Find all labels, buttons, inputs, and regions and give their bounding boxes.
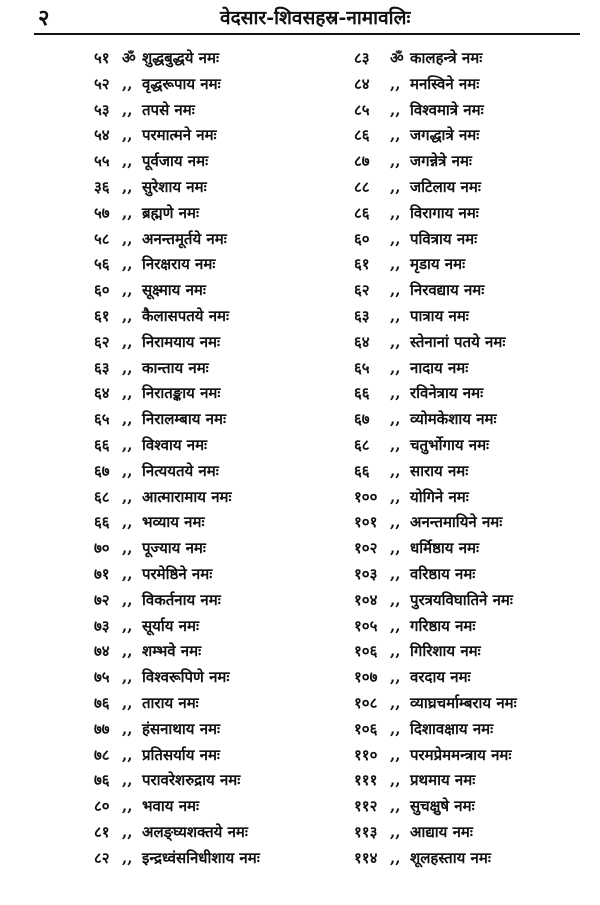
- entry-name: पूज्याय नमः: [142, 539, 206, 558]
- entry-name: सुचक्षुषे नमः: [410, 797, 475, 816]
- entry-name: पूर्वजाय नमः: [142, 152, 209, 171]
- entry-number: ८८: [354, 177, 370, 196]
- entry-prefix: ॐ: [122, 49, 136, 67]
- entry-number: ८७: [354, 152, 370, 171]
- entry-number: ६१: [94, 306, 110, 325]
- name-entry: [66, 252, 336, 278]
- name-entry: [326, 510, 596, 536]
- entry-name: आद्याय नमः: [410, 822, 473, 841]
- entry-number: ५४: [94, 126, 110, 145]
- name-entry: [326, 356, 596, 382]
- name-entry: [66, 691, 336, 717]
- left-column: [66, 46, 336, 872]
- entry-name: पवित्राय नमः: [410, 229, 478, 248]
- entry-number: ७०: [94, 539, 110, 558]
- entry-prefix: ,,: [390, 435, 401, 454]
- entry-prefix: ,,: [390, 203, 401, 222]
- name-entry: [326, 743, 596, 769]
- name-entry: [326, 614, 596, 640]
- name-entry: [66, 794, 336, 820]
- entry-name: धर्मिष्ठाय नमः: [410, 539, 480, 558]
- entry-prefix: ,,: [122, 616, 133, 635]
- entry-name: अनन्तमूर्तये नमः: [142, 229, 227, 248]
- entry-name: साराय नमः: [410, 461, 469, 480]
- entry-name: कालहन्त्रे नमः: [410, 49, 483, 67]
- entry-name: शूलहस्ताय नमः: [410, 848, 491, 867]
- name-entry: [66, 588, 336, 614]
- entry-number: ६२: [354, 281, 370, 300]
- entry-number: ७१: [94, 564, 110, 583]
- entry-number: १११: [354, 771, 378, 790]
- name-entry: [326, 201, 596, 227]
- entry-name: वृद्धरूपाय नमः: [142, 74, 221, 93]
- entry-prefix: ,,: [122, 384, 133, 403]
- entry-prefix: ,,: [122, 152, 133, 171]
- entry-number: १०८: [354, 693, 378, 712]
- entry-name: पात्राय नमः: [410, 306, 469, 325]
- entry-prefix: ,,: [122, 564, 133, 583]
- entry-name: भवाय नमः: [142, 797, 200, 816]
- entry-name: निरक्षराय नमः: [142, 255, 216, 274]
- entry-name: निरातङ्काय नमः: [142, 384, 221, 403]
- entry-name: योगिने नमः: [410, 487, 469, 506]
- entry-number: ७३: [94, 616, 110, 635]
- name-entry: [326, 98, 596, 124]
- entry-name: विरागाय नमः: [410, 203, 479, 222]
- entry-prefix: ,,: [390, 616, 401, 635]
- entry-prefix: ,,: [390, 564, 401, 583]
- name-entry: [66, 743, 336, 769]
- entry-name: जगन्नेत्रे नमः: [410, 152, 472, 171]
- entry-number: ७६: [94, 693, 110, 712]
- entry-prefix: ,,: [122, 74, 133, 93]
- entry-prefix: ,,: [122, 100, 133, 119]
- entry-name: नादाय नमः: [410, 358, 469, 377]
- entry-prefix: ,,: [390, 306, 401, 325]
- entry-number: ११३: [354, 822, 378, 841]
- entry-number: १०७: [354, 668, 378, 687]
- entry-number: १०१: [354, 513, 378, 532]
- entry-number: ६८: [354, 435, 370, 454]
- entry-number: १००: [354, 487, 378, 506]
- entry-prefix: ,,: [122, 229, 133, 248]
- entry-prefix: ,,: [122, 539, 133, 558]
- name-entry: [326, 639, 596, 665]
- entry-prefix: ,,: [390, 410, 401, 429]
- name-entry: [326, 149, 596, 175]
- entry-number: ७८: [94, 745, 110, 764]
- entry-prefix: ,,: [390, 539, 401, 558]
- entry-name: निरवद्याय नमः: [410, 281, 485, 300]
- entry-prefix: ,,: [390, 229, 401, 248]
- entry-number: ६३: [354, 306, 370, 325]
- name-entry: [66, 201, 336, 227]
- entry-prefix: ,,: [122, 822, 133, 841]
- entry-prefix: ,,: [122, 203, 133, 222]
- entry-prefix: ,,: [122, 255, 133, 274]
- entry-prefix: ,,: [122, 177, 133, 196]
- entry-prefix: ,,: [390, 152, 401, 171]
- entry-name: सूर्याय नमः: [142, 616, 199, 635]
- entry-name: प्रथमाय नमः: [410, 771, 476, 790]
- entry-number: ११४: [354, 848, 378, 867]
- entry-prefix: ,,: [122, 306, 133, 325]
- entry-name: नित्ययतये नमः: [142, 461, 219, 480]
- entry-prefix: ,,: [122, 410, 133, 429]
- entry-prefix: ,,: [390, 590, 401, 609]
- entry-name: शम्भवे नमः: [142, 642, 202, 661]
- entry-name: भव्याय नमः: [142, 513, 205, 532]
- name-entry: [66, 356, 336, 382]
- entry-number: ६६: [354, 461, 370, 480]
- entry-name: दिशावक्षाय नमः: [410, 719, 494, 738]
- entry-number: ६५: [354, 358, 370, 377]
- entry-prefix: ,,: [122, 435, 133, 454]
- entry-number: ५८: [94, 229, 110, 248]
- entry-number: ६४: [94, 384, 110, 403]
- entry-prefix: ,,: [122, 461, 133, 480]
- entry-number: १०५: [354, 616, 378, 635]
- entry-number: ७५: [94, 668, 110, 687]
- entry-number: ५२: [94, 74, 110, 93]
- entry-number: ८३: [354, 49, 370, 67]
- entry-number: ६७: [354, 410, 370, 429]
- entry-name: शुद्धबुद्धये नमः: [142, 49, 219, 67]
- name-entry: [326, 72, 596, 98]
- name-entry: [326, 536, 596, 562]
- entry-number: ६६: [354, 384, 370, 403]
- entry-prefix: ,,: [390, 332, 401, 351]
- entry-number: ६६: [94, 513, 110, 532]
- entry-number: ६३: [94, 358, 110, 377]
- entry-name: वरिष्ठाय नमः: [410, 564, 476, 583]
- entry-name: परमात्मने नमः: [142, 126, 217, 145]
- entry-prefix: ,,: [122, 797, 133, 816]
- entry-name: मनस्विने नमः: [410, 74, 480, 93]
- entry-name: गिरिशाय नमः: [410, 642, 481, 661]
- name-entry: [66, 175, 336, 201]
- entry-prefix: ,,: [390, 358, 401, 377]
- entry-name: रविनेत्राय नमः: [410, 384, 484, 403]
- entry-prefix: ,,: [122, 358, 133, 377]
- name-entry: [326, 252, 596, 278]
- name-entry: [326, 433, 596, 459]
- entry-name: निरालम्बाय नमः: [142, 410, 226, 429]
- entry-prefix: ,,: [390, 74, 401, 93]
- entry-name: ब्रह्मणे नमः: [142, 203, 199, 222]
- entry-name: कान्ताय नमः: [142, 358, 209, 377]
- entry-prefix: ,,: [122, 487, 133, 506]
- entry-number: ७६: [94, 771, 110, 790]
- entry-prefix: ,,: [390, 281, 401, 300]
- entry-name: आत्मारामाय नमः: [142, 487, 232, 506]
- entry-prefix: ,,: [122, 745, 133, 764]
- entry-name: विश्वाय नमः: [142, 435, 208, 454]
- entry-prefix: ,,: [122, 590, 133, 609]
- entry-number: १०६: [354, 719, 378, 738]
- entry-number: ७७: [94, 719, 110, 738]
- name-entry: [326, 175, 596, 201]
- entry-number: ६०: [354, 229, 370, 248]
- entry-name: कैलासपतये नमः: [142, 306, 230, 325]
- entry-prefix: ,,: [390, 771, 401, 790]
- name-entry: [326, 459, 596, 485]
- name-entry: [66, 149, 336, 175]
- entry-name: अलङ्घ्यशक्तये नमः: [142, 822, 248, 841]
- name-entry: [66, 665, 336, 691]
- entry-name: वरदाय नमः: [410, 668, 471, 687]
- name-entry: [326, 407, 596, 433]
- entry-number: १०२: [354, 539, 378, 558]
- entry-prefix: ,,: [390, 745, 401, 764]
- entry-name: सुरेशाय नमः: [142, 177, 207, 196]
- name-entry: [66, 381, 336, 407]
- entry-name: पुरत्रयविघातिने नमः: [410, 590, 513, 609]
- entry-name: गरिष्ठाय नमः: [410, 616, 476, 635]
- entry-prefix: ,,: [390, 668, 401, 687]
- entry-name: अनन्तमायिने नमः: [410, 513, 503, 532]
- entry-number: ५३: [94, 100, 110, 119]
- name-entry: [326, 485, 596, 511]
- name-entry: [326, 768, 596, 794]
- entry-number: ११०: [354, 745, 378, 764]
- page-header: [0, 0, 600, 38]
- name-entry: [326, 278, 596, 304]
- entry-number: ६१: [354, 255, 370, 274]
- entry-name: परमप्रेममन्त्राय नमः: [410, 745, 512, 764]
- name-entry: [66, 407, 336, 433]
- entry-name: मृडाय नमः: [410, 255, 466, 274]
- name-entry: [326, 717, 596, 743]
- name-entry: [326, 304, 596, 330]
- entry-number: ६५: [94, 410, 110, 429]
- name-entry: [66, 536, 336, 562]
- entry-number: ३६: [94, 177, 110, 196]
- entry-number: ६७: [94, 461, 110, 480]
- right-column: [326, 46, 596, 872]
- name-entry: [66, 639, 336, 665]
- entry-name: सूक्ष्माय नमः: [142, 281, 206, 300]
- entry-number: १०४: [354, 590, 378, 609]
- entry-number: १०३: [354, 564, 378, 583]
- entry-prefix: ,,: [390, 255, 401, 274]
- entry-number: ८१: [94, 822, 110, 841]
- name-entry: [326, 381, 596, 407]
- entry-prefix: ,,: [122, 281, 133, 300]
- name-entry: [66, 562, 336, 588]
- name-entry: [66, 123, 336, 149]
- entry-number: ५७: [94, 203, 110, 222]
- entry-name: जटिलाय नमः: [410, 177, 481, 196]
- entry-name: जगद्धात्रे नमः: [410, 126, 480, 145]
- entry-number: ६२: [94, 332, 110, 351]
- name-entry: [66, 820, 336, 846]
- name-entry: [66, 46, 336, 72]
- entry-name: व्याघ्रचर्माम्बराय नमः: [410, 693, 517, 712]
- name-entry: [66, 304, 336, 330]
- page-title: वेदसार-शिवसहस्र-नामावलिः: [220, 7, 411, 29]
- entry-name: निरामयाय नमः: [142, 332, 221, 351]
- name-entry: [66, 768, 336, 794]
- entry-name: परावरेशरुद्राय नमः: [142, 771, 241, 790]
- name-entry: [66, 510, 336, 536]
- entry-number: ५१: [94, 49, 110, 67]
- name-entry: [326, 691, 596, 717]
- name-entry: [326, 330, 596, 356]
- entry-number: ६४: [354, 332, 370, 351]
- name-entry: [66, 485, 336, 511]
- entry-prefix: ,,: [390, 797, 401, 816]
- entry-prefix: ,,: [122, 126, 133, 145]
- header-rule: [34, 33, 580, 35]
- entry-number: ८५: [354, 100, 370, 119]
- name-entry: [66, 459, 336, 485]
- name-entry: [326, 846, 596, 872]
- entry-name: इन्द्रध्वंसनिधीशाय नमः: [142, 848, 260, 867]
- name-entry: [326, 794, 596, 820]
- entry-prefix: ,,: [390, 513, 401, 532]
- entry-number: ८२: [94, 848, 110, 867]
- name-entry: [66, 278, 336, 304]
- name-entry: [326, 820, 596, 846]
- entry-number: ८६: [354, 203, 370, 222]
- entry-prefix: ,,: [390, 693, 401, 712]
- entry-prefix: ,,: [122, 771, 133, 790]
- entry-prefix: ॐ: [390, 49, 404, 67]
- page-number: २: [38, 5, 50, 31]
- entry-name: ताराय नमः: [142, 693, 199, 712]
- name-entry: [326, 665, 596, 691]
- entry-prefix: ,,: [390, 100, 401, 119]
- entry-number: ६६: [94, 435, 110, 454]
- entry-number: ६८: [94, 487, 110, 506]
- entry-prefix: ,,: [390, 719, 401, 738]
- entry-prefix: ,,: [390, 461, 401, 480]
- entry-prefix: ,,: [390, 384, 401, 403]
- entry-name: परमेष्ठिने नमः: [142, 564, 213, 583]
- name-entry: [66, 846, 336, 872]
- entry-name: स्तेनानां पतये नमः: [410, 332, 506, 351]
- entry-number: १०६: [354, 642, 378, 661]
- name-entry: [66, 98, 336, 124]
- entry-name: व्योमकेशाय नमः: [410, 410, 497, 429]
- entry-name: विकर्तनाय नमः: [142, 590, 221, 609]
- entry-prefix: ,,: [390, 126, 401, 145]
- entry-name: चतुर्भोगाय नमः: [410, 435, 490, 454]
- entry-prefix: ,,: [122, 668, 133, 687]
- entry-number: ७४: [94, 642, 110, 661]
- entry-prefix: ,,: [122, 513, 133, 532]
- entry-number: ६०: [94, 281, 110, 300]
- entry-name: हंसनाथाय नमः: [142, 719, 221, 738]
- entry-prefix: ,,: [122, 693, 133, 712]
- entry-number: ७२: [94, 590, 110, 609]
- name-entry: [326, 227, 596, 253]
- entry-prefix: ,,: [390, 177, 401, 196]
- name-entry: [66, 433, 336, 459]
- name-entry: [66, 72, 336, 98]
- entry-prefix: ,,: [122, 848, 133, 867]
- name-entry: [66, 330, 336, 356]
- entry-prefix: ,,: [390, 848, 401, 867]
- entry-number: ८४: [354, 74, 370, 93]
- entry-prefix: ,,: [390, 642, 401, 661]
- entry-prefix: ,,: [390, 487, 401, 506]
- entry-number: ८०: [94, 797, 110, 816]
- name-entry: [326, 123, 596, 149]
- entry-prefix: ,,: [122, 332, 133, 351]
- name-entry: [326, 588, 596, 614]
- entry-name: तपसे नमः: [142, 100, 195, 119]
- name-entry: [66, 614, 336, 640]
- name-entry: [326, 562, 596, 588]
- name-entry: [66, 227, 336, 253]
- entry-name: विश्वमात्रे नमः: [410, 100, 484, 119]
- entry-name: विश्वरूपिणे नमः: [142, 668, 230, 687]
- entry-number: ८६: [354, 126, 370, 145]
- entry-name: प्रतिसर्याय नमः: [142, 745, 220, 764]
- name-entry: [66, 717, 336, 743]
- entry-number: ११२: [354, 797, 378, 816]
- name-entry: [326, 46, 596, 72]
- entry-prefix: ,,: [390, 822, 401, 841]
- entry-prefix: ,,: [122, 642, 133, 661]
- entry-number: ५५: [94, 152, 110, 171]
- entry-number: ५६: [94, 255, 110, 274]
- entry-prefix: ,,: [122, 719, 133, 738]
